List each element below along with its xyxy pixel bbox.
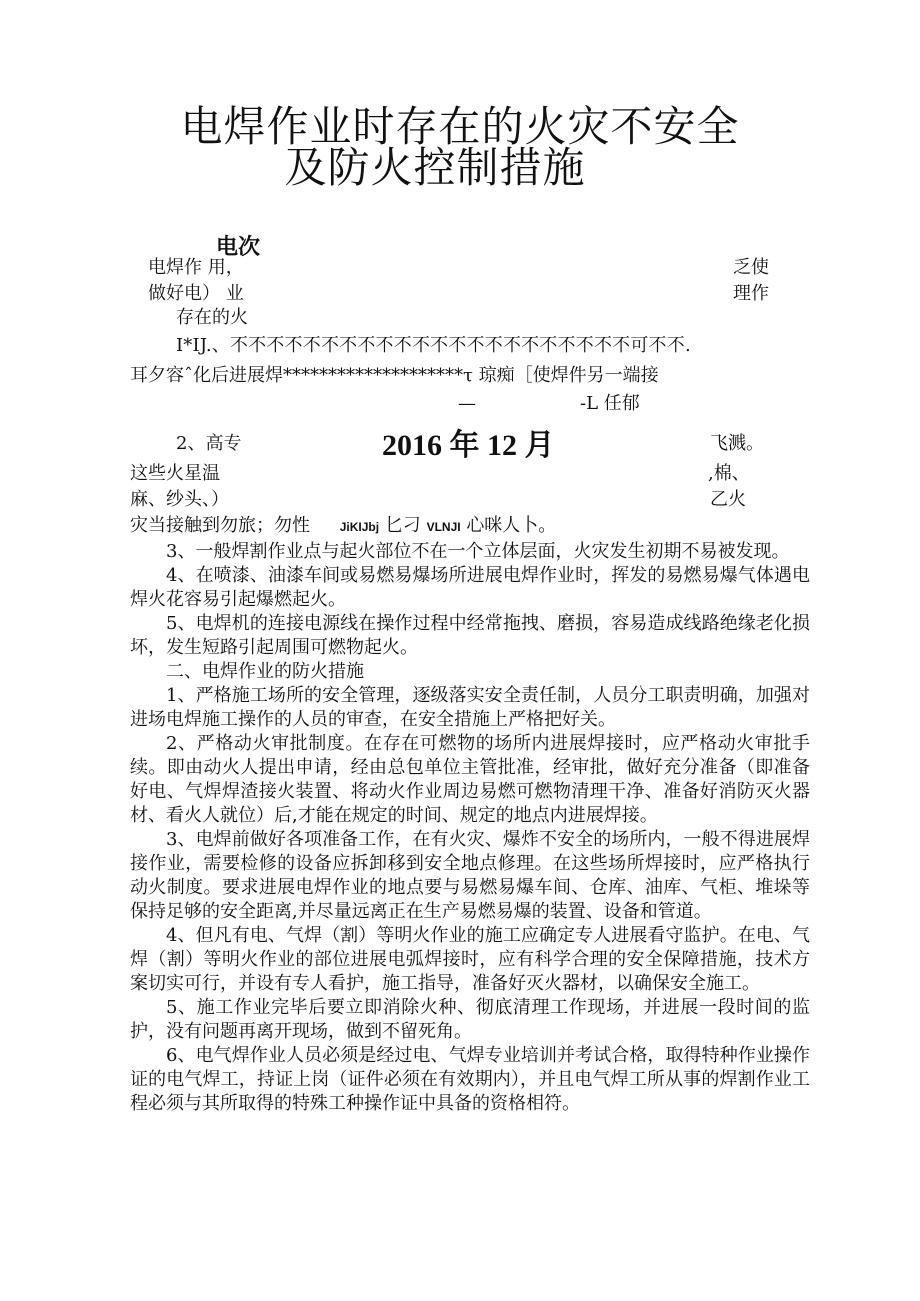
paragraph: 3、一般焊割作业点与起火部位不在一个立体层面，火灾发生初期不易被发现。 <box>166 541 790 562</box>
paragraph: 2、严格动火审批制度。在存在可燃物的场所内进展焊接时，应严格动火审批手续。即由动火人提出申请，经由总包单位主管批准，经审批，做好充分准备（即准备好电、气焊焊渣接火装置、将动火作业周边易燃可燃物清理干净、准备好消防灭火器材、看火人就位）后,才能在规定的时间、规定的地点内进展焊接。 <box>130 733 810 826</box>
document-date: 2016 年 12 月 <box>382 429 555 462</box>
scan-line-10-part-a: 灾当接触到勿旅；勿性 <box>130 515 310 536</box>
scan-line-5: 耳夕容ˆ化后进展焊********************τ 琼痴［使焊件另一端接 <box>130 365 659 386</box>
scan-line-1-left: 电焊作 用， <box>148 257 244 278</box>
scan-line-6-left: — <box>458 393 476 414</box>
scan-line-9-right: 乙火 <box>710 489 746 510</box>
paragraph: 4、在喷漆、油漆车间或易燃易爆场所进展电焊作业时，挥发的易燃易爆气体遇电焊火花容易引起爆燃起火。 <box>130 565 810 610</box>
scan-line-8-right: ,棉、 <box>708 463 750 484</box>
scan-line-9-left: 麻、纱头、） <box>130 489 229 510</box>
scan-line-10-part-b: JiKIJbj <box>339 520 380 534</box>
title-line-2: 及防火控制措施 <box>284 143 586 192</box>
scan-line-10 <box>130 514 556 539</box>
scan-line-10-part-d: VLNJI <box>426 520 461 534</box>
paragraph: 5、施工作业完毕后要立即消除火种、彻底清理工作现场，并进展一段时间的监护，没有问题再离开现场，做到不留死角。 <box>130 997 810 1042</box>
paragraph: 6、电气焊作业人员必须是经过电、气焊专业培训并考试合格，取得特种作业操作证的电气焊工，持证上岗（证件必须在有效期内），并且电气焊工所从事的焊割作业工程必须与其所取得的特殊工种操作证中具备的资格相符。 <box>130 1045 810 1114</box>
paragraph: 5、电焊机的连接电源线在操作过程中经常拖拽、磨损，容易造成线路绝缘老化损坏，发生短路引起周围可燃物起火。 <box>130 613 810 658</box>
scan-line-4: I*IJ.、不不不不不不不不不不不不不不不不不不不不不不可不不. <box>176 335 691 356</box>
body-text <box>130 540 810 1116</box>
paragraph: 4、但凡有电、气焊（割）等明火作业的施工应确定专人进展看守监护。在电、气焊（割）等明火作业的部位进展电弧焊接时，应有科学合理的安全保障措施，技术方案切实可行，并设有专人看护，施工指导，准备好灭火器材，以确保安全施工。 <box>130 925 810 994</box>
section-heading: 二、电焊作业的防火措施 <box>166 661 364 682</box>
scan-line-10-part-c: 匕刁 <box>384 515 421 536</box>
paragraph: 1、严格施工场所的安全管理，逐级落实安全责任制，人员分工职责明确，加强对进场电焊施工操作的人员的审查，在安全措施上严格把好关。 <box>130 685 810 730</box>
scan-line-7-right: 飞溅。 <box>710 433 764 454</box>
title-line-1: 电焊作业时存在的火灾不安全 <box>180 102 740 151</box>
paragraph: 3、电焊前做好各项准备工作，在有火灾、爆炸不安全的场所内，一般不得进展焊接作业，需要检修的设备应拆卸移到安全地点修理。在这些场所焊接时，应严格执行动火制度。要求进展电焊作业的地点要与易燃易爆车间、仓库、油库、气柜、堆垛等保持足够的安全距离,并尽量远离正在生产易燃易爆的装置、设备和管道。 <box>130 829 810 922</box>
scan-line-6-right: -L 任郁 <box>580 393 640 414</box>
scan-heading: 电次 <box>216 235 261 260</box>
scan-line-2-left: 做好电） 业 <box>148 283 244 304</box>
scan-line-2-right: 理作 <box>733 283 769 304</box>
scan-line-8-left: 这些火星温 <box>130 463 220 484</box>
scan-line-10-part-e: 心咪人卜。 <box>466 515 557 536</box>
scan-line-1-right: 乏使 <box>733 257 769 278</box>
scan-line-3: 存在的火 <box>176 307 248 328</box>
scan-line-7-left: 2、高专 <box>176 433 242 454</box>
